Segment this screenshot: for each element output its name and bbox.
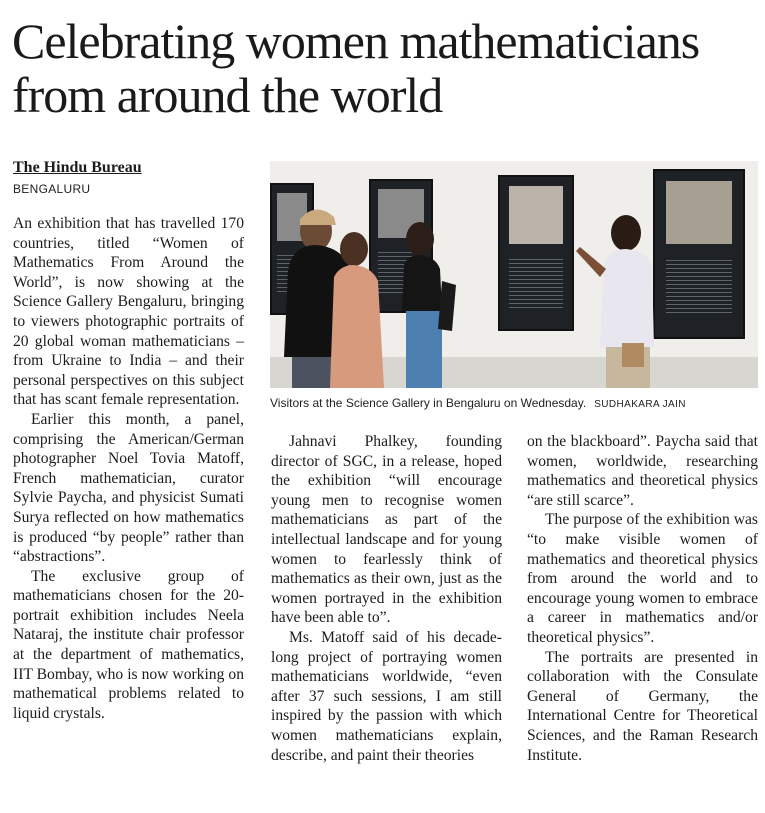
paragraph: The exclusive group of mathematicians chosen for the 20-portrait exhibition includes Neela Nataraj, the institute chair professor at the department of mathematics, IIT Bombay, who is now working on mathematical problems related to liquid crystals. — [13, 567, 244, 722]
paragraph: An exhibition that has travelled 170 countries, titled “Women of Mathematics From Around the World”, is now showing at the Science Gallery Bengaluru, bringing to viewers photographic portraits of 20 global woman mathematicians – from Ukraine to India – and their personal perspectives on this subject that has scant female representation. — [13, 215, 244, 409]
photo-credit: SUDHAKARA JAIN — [594, 399, 686, 410]
byline-author[interactable]: The Hindu Bureau — [13, 159, 142, 176]
paragraph: The portraits are presented in collaboration with the Consulate General of Germany, the International Centre for Theoretical Sciences, and the Raman Research Institute. — [527, 648, 758, 764]
article-column-2 — [271, 432, 502, 765]
article-photo — [270, 161, 758, 388]
paragraph: Earlier this month, a panel, comprising the American/German photographer Noel Tovia Matoff, French mathematician, curator Sylvie Paycha, and physicist Sumati Surya reflected on how mathematics is produced “by people” rather than “abstractions”. — [13, 410, 244, 566]
paragraph: The purpose of the exhibition was “to make visible women of mathematics and theoretical physics from around the world and to encourage young women to embrace a career in mathematics and/or theoretical physics”. — [527, 511, 758, 646]
paragraph: Ms. Matoff said of his decade-long project of portraying women mathematicians worldwide, “even after 37 such sessions, I am still inspired by the passion with which women mathematicians explain, describe, and paint their theories — [271, 628, 502, 764]
article-column-3 — [527, 432, 758, 765]
paragraph: on the blackboard”. Paycha said that women, worldwide, researching mathematics and theoretical physics “are still scarce”. — [527, 433, 758, 509]
visitors-illustration — [270, 161, 758, 388]
article-column-1 — [13, 214, 244, 723]
paragraph: Jahnavi Phalkey, founding director of SGC, in a release, hoped the exhibition “will encourage young men to recognise women mathematicians as part of the intellectual landscape and for young women to fearlessly think of mathematics as their own, just as the women portrayed in the exhibition have been able to”. — [271, 433, 502, 627]
byline — [13, 159, 253, 196]
caption-text: Visitors at the Science Gallery in Bengaluru on Wednesday. — [270, 396, 587, 410]
dateline: BENGALURU — [13, 182, 91, 196]
photo-caption — [270, 396, 758, 410]
headline: Celebrating women mathematicians from around the world — [12, 13, 700, 123]
